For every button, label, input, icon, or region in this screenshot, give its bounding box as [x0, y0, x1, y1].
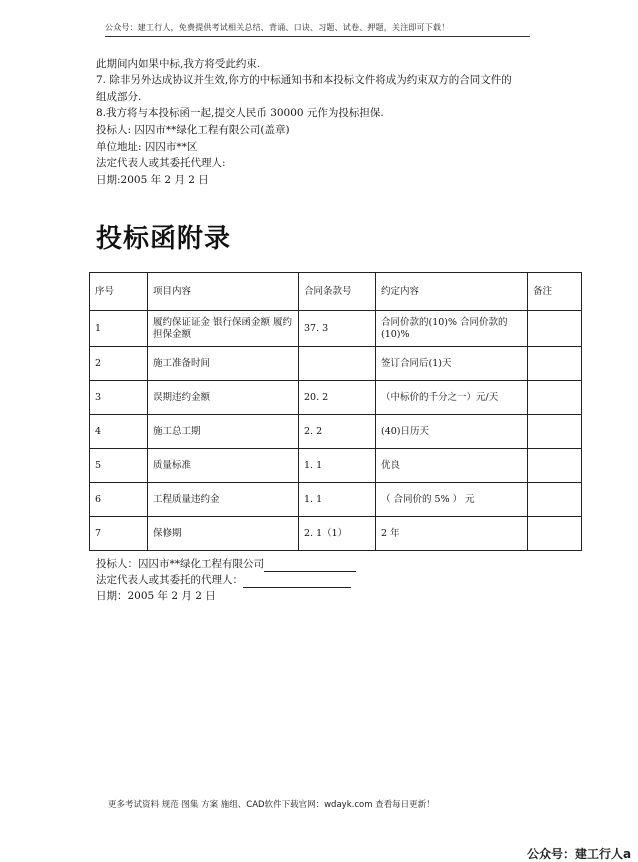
cell-content: (40)日历天	[376, 415, 528, 449]
watermark: 公众号：建工行人a	[527, 847, 632, 861]
header-cell: 备注	[528, 273, 582, 311]
sign-representative: 法定代表人或其委托的代理人：	[96, 574, 243, 586]
cell-no: 4	[90, 415, 148, 449]
cell-no: 5	[90, 449, 148, 483]
cell-clause: 2. 1（1）	[299, 517, 376, 551]
cell-item: 保修期	[148, 517, 299, 551]
sign-representative-line	[96, 572, 351, 588]
cell-no: 3	[90, 381, 148, 415]
table-header-row	[90, 273, 582, 311]
cell-content: 签订合同后(1)天	[376, 347, 528, 381]
letter-line: 单位地址: 囚囚市**区	[96, 141, 198, 153]
cell-item: 工程质量违约金	[148, 483, 299, 517]
cell-note	[528, 415, 582, 449]
cell-clause: 2. 2	[299, 415, 376, 449]
header-cell: 序号	[90, 273, 148, 311]
cell-note	[528, 517, 582, 551]
cell-note	[528, 381, 582, 415]
cell-clause: 1. 1	[299, 449, 376, 483]
cell-content: （ 合同价的 5% ） 元	[376, 483, 528, 517]
sign-date: 日期：2005 年 2 月 2 日	[96, 590, 216, 602]
letter-line: 此期间内如果中标,我方将受此约束.	[96, 58, 261, 70]
cell-note	[528, 483, 582, 517]
cell-content: 2 年	[376, 517, 528, 551]
table-row	[90, 347, 582, 381]
cell-no: 1	[90, 311, 148, 347]
cell-clause: 37. 3	[299, 311, 376, 347]
table-row	[90, 449, 582, 483]
appendix-table	[89, 272, 582, 551]
letter-line: 投标人: 囚囚市**绿化工程有限公司(盖章)	[96, 124, 290, 136]
cell-note	[528, 311, 582, 347]
header-cell: 项目内容	[148, 273, 299, 311]
cell-no: 7	[90, 517, 148, 551]
cell-item: 施工总工期	[148, 415, 299, 449]
table-row	[90, 517, 582, 551]
cell-note	[528, 347, 582, 381]
cell-note	[528, 449, 582, 483]
cell-item: 质量标准	[148, 449, 299, 483]
sign-bidder-line	[96, 556, 356, 572]
representative-underline	[243, 587, 351, 588]
cell-clause	[299, 347, 376, 381]
header-cell: 约定内容	[376, 273, 528, 311]
table-row	[90, 415, 582, 449]
footer-note: 更多考试资料 规范 图集 方案 施组、CAD软件下载官网：wdayk.com 查看每日更新！	[108, 800, 435, 810]
cell-clause: 20. 2	[299, 381, 376, 415]
cell-content: （中标价的千分之一）元/天	[376, 381, 528, 415]
cell-item: 误期违约金额	[148, 381, 299, 415]
table-row	[90, 483, 582, 517]
cell-item: 履约保证证金 银行保函金额 履约担保金额	[148, 311, 299, 347]
cell-no: 6	[90, 483, 148, 517]
cell-item: 施工准备时间	[148, 347, 299, 381]
letter-line: 8.我方将与本投标函一起,提交人民币 30000 元作为投标担保.	[96, 107, 384, 119]
cell-no: 2	[90, 347, 148, 381]
page-title: 投标函附录	[96, 224, 232, 254]
table-row	[90, 311, 582, 347]
letter-line: 7. 除非另外达成协议并生效,你方的中标通知书和本投标文件将成为约束双方的合同文件的	[96, 74, 512, 86]
top-banner: 公众号：建工行人，免费提供考试相关总结、背诵、口诀、习题、试卷、押题，关注即可下载！	[105, 22, 530, 37]
letter-line: 法定代表人或其委托代理人:	[96, 157, 226, 169]
cell-content: 合同价款的(10)% 合同价款的(10)%	[376, 311, 528, 347]
letter-line: 组成部分.	[96, 91, 142, 103]
letter-line: 日期:2005 年 2 月 2 日	[96, 174, 209, 186]
cell-clause: 1. 1	[299, 483, 376, 517]
table-row	[90, 381, 582, 415]
sign-bidder: 投标人：囚囚市**绿化工程有限公司	[96, 558, 264, 570]
cell-content: 优良	[376, 449, 528, 483]
header-cell: 合同条款号	[299, 273, 376, 311]
